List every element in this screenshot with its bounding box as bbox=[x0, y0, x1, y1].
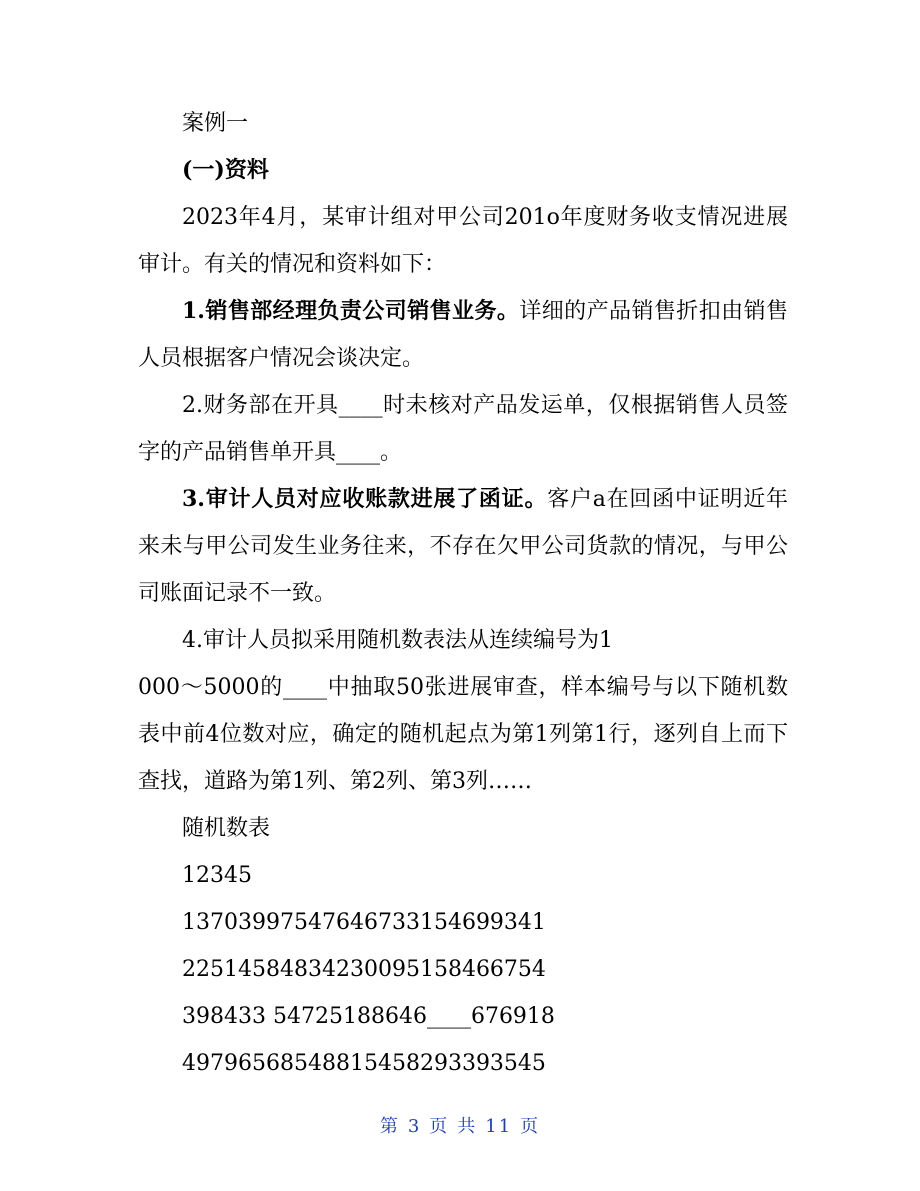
intro-paragraph: 2023年4月，某审计组对甲公司201o年度财务收支情况进展审计。有关的情况和资料如下： bbox=[138, 205, 788, 277]
item-3-lead: 3.审计人员对应收账款进展了函证。 bbox=[182, 486, 548, 512]
table-row: 49796568548815458293393545 bbox=[182, 1051, 546, 1076]
table-row: 398433 54725188646____676918 bbox=[182, 1004, 555, 1029]
footer-prefix: 第 bbox=[379, 1116, 400, 1137]
footer-suffix: 页 bbox=[520, 1116, 541, 1137]
footer-current-page: 3 bbox=[407, 1116, 422, 1137]
footer-middle-1: 页 bbox=[429, 1116, 450, 1137]
section-heading: (一)资料 bbox=[182, 157, 269, 183]
document-body bbox=[138, 100, 788, 1087]
item-1-lead: 1.销售部经理负责公司销售业务。 bbox=[182, 298, 520, 324]
item-4-line-2: 000～5000的____中抽取50张进展审查，样本编号与以下随机数表中前4位数对应，确定的随机起点为第1列第1行，逐列自上而下查找，道路为第1列、第2列、第3列…… bbox=[138, 675, 788, 794]
table-row: 22514584834230095158466754 bbox=[182, 957, 546, 982]
page-footer bbox=[0, 1112, 920, 1138]
item-1-rest: 详细的产品销售折扣由销售人员根据客户情况会谈决定。 bbox=[138, 299, 788, 371]
item-3 bbox=[138, 476, 788, 617]
table-row: 13703997547646733154699341 bbox=[182, 910, 546, 935]
footer-middle-2: 共 bbox=[457, 1116, 478, 1137]
item-1 bbox=[138, 288, 788, 382]
item-4-line-1: 4.审计人员拟采用随机数表法从连续编号为1 bbox=[182, 628, 613, 653]
table-title: 随机数表 bbox=[182, 816, 271, 841]
table-row: 12345 bbox=[182, 863, 252, 888]
item-2: 2.财务部在开具____时未核对产品发运单，仅根据销售人员签字的产品销售单开具____。 bbox=[138, 393, 788, 465]
case-title: 案例一 bbox=[182, 111, 249, 136]
footer-total-pages: 11 bbox=[485, 1116, 513, 1137]
item-3-rest: 客户a在回函中证明近年来未与甲公司发生业务往来，不存在欠甲公司货款的情况，与甲公司账面记录不一致。 bbox=[138, 487, 788, 606]
